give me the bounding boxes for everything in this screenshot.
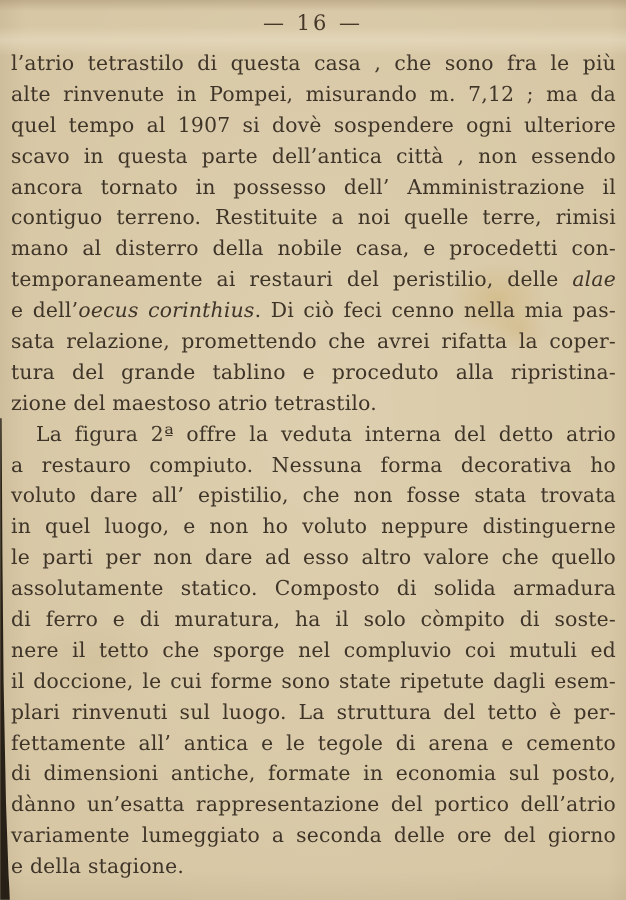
text-segment: quel tempo al 1907 si dovè sospendere ogni ulteriore	[11, 112, 616, 137]
text-segment: scavo in questa parte dell’antica città , non essendo	[11, 143, 616, 168]
text-segment-italic: alae	[572, 267, 616, 292]
text-segment: e dell’	[11, 298, 79, 323]
text-line	[11, 82, 616, 113]
text-segment: fettamente all’ antica e le tegole di arena e cemento	[11, 730, 616, 755]
text-line	[11, 453, 616, 484]
text-line	[11, 607, 616, 638]
text-line	[11, 483, 616, 514]
text-line	[11, 175, 616, 206]
text-segment: La figura 2ª offre la veduta interna del detto atrio	[36, 421, 616, 446]
text-segment: variamente lumeggiato a seconda delle ore del giorno	[11, 823, 616, 848]
text-block	[11, 51, 616, 885]
text-segment: . Di ciò feci cenno nella mia pas-	[254, 298, 616, 323]
text-line	[11, 576, 616, 607]
text-segment: mano al disterro della nobile casa, e procedetti con-	[11, 236, 616, 261]
text-segment: di ferro e di muratura, ha il solo còmpito di soste-	[11, 607, 616, 632]
text-line	[11, 205, 616, 236]
text-segment: zione del maestoso atrio tetrastilo.	[11, 390, 377, 415]
text-segment: l’atrio tetrastilo di questa casa , che sono fra le più	[11, 51, 616, 75]
page-edge-shadow	[0, 418, 10, 900]
text-segment-italic: oecus corinthius	[78, 298, 255, 323]
text-line	[11, 113, 616, 144]
text-line	[11, 422, 616, 453]
text-segment: contiguo terreno. Restituite a noi quelle terre, rimisi	[11, 205, 616, 230]
text-segment: ancora tornato in possesso dell’ Amministrazione il	[11, 174, 616, 199]
text-segment: tura del grande tablino e proceduto alla ripristina-	[11, 359, 616, 384]
text-line	[11, 391, 616, 422]
text-segment: in quel luogo, e non ho voluto neppure distinguerne	[11, 514, 616, 539]
text-segment: nere il tetto che sporge nel compluvio coi mutuli ed	[11, 637, 616, 662]
text-line	[11, 360, 616, 391]
text-line	[11, 267, 616, 298]
text-segment: alte rinvenute in Pompei, misurando m. 7,12 ; ma da	[11, 81, 616, 106]
text-line	[11, 514, 616, 545]
text-line	[11, 236, 616, 267]
text-segment: le parti per non dare ad esso altro valore che quello	[11, 545, 616, 570]
text-line	[11, 51, 616, 82]
text-segment: plari rinvenuti sul luogo. La struttura del tetto è per-	[11, 699, 616, 724]
text-segment: a restauro compiuto. Nessuna forma decorativa ho	[11, 452, 616, 477]
text-line	[11, 731, 616, 762]
text-line	[11, 144, 616, 175]
text-line	[11, 669, 616, 700]
text-line	[11, 823, 616, 854]
text-line	[11, 700, 616, 731]
text-segment: voluto dare all’ epistilio, che non fosse stata trovata	[11, 483, 616, 508]
text-line	[11, 761, 616, 792]
text-segment: il doccione, le cui forme sono state ripetute dagli esem-	[11, 668, 616, 693]
text-segment: sata relazione, promettendo che avrei rifatta la coper-	[11, 329, 616, 354]
text-line	[11, 298, 616, 329]
text-segment: e della stagione.	[11, 854, 185, 879]
text-line	[11, 638, 616, 669]
page-number: — 16 —	[262, 11, 364, 35]
text-line	[11, 854, 616, 885]
text-segment: dànno un’esatta rappresentazione del portico dell’atrio	[11, 792, 616, 817]
text-segment: di dimensioni antiche, formate in economia sul posto,	[11, 761, 616, 786]
text-line	[11, 792, 616, 823]
text-segment: assolutamente statico. Composto di solida armadura	[11, 576, 616, 601]
text-line	[11, 545, 616, 576]
text-segment: temporaneamente ai restauri del peristilio, delle	[11, 267, 573, 292]
text-line	[11, 329, 616, 360]
